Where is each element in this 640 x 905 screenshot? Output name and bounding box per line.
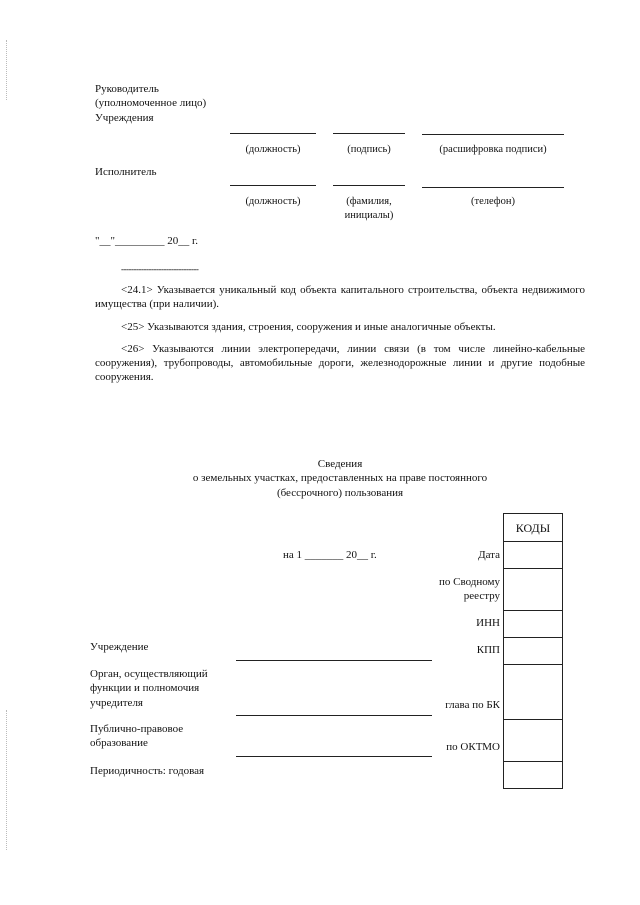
section-subtitle-line: о земельных участках, предоставленных на праве постоянного: [192, 472, 488, 485]
section-heading: [150, 457, 530, 500]
institution-line: [236, 660, 432, 661]
code-cell-registry: [504, 569, 562, 611]
head-label-line: Руководитель: [95, 83, 159, 95]
head-decoding-caption: (расшифровка подписи): [439, 144, 547, 155]
label-inn: ИНН: [476, 617, 500, 629]
executor-name-caption: (фамилия, инициалы): [344, 196, 394, 221]
section-title: Сведения: [317, 458, 363, 470]
codes-header: КОДЫ: [504, 514, 562, 542]
label-institution: Учреждение: [90, 641, 149, 653]
label-bk: глава по БК: [445, 699, 500, 711]
footnote-item: <26> Указываются линии электропередачи, линии связи (в том числе линейно-кабельные сооружения), трубопроводы, автомобильные дороги, железнодорожные линии и другие подобные сооружения.: [95, 342, 585, 384]
code-cell-periodicity: [504, 762, 562, 788]
signature-date: "__"_________ 20__ г.: [95, 235, 199, 247]
head-signature-line: [333, 133, 405, 134]
form-date-line: на 1 _______ 20__ г.: [283, 549, 377, 561]
head-signature-caption: (подпись): [347, 144, 391, 155]
footnote-separator: -------------------------------: [121, 264, 199, 274]
code-cell-date: [504, 542, 562, 569]
label-public-entity: Публично-правовое образование: [90, 723, 184, 750]
executor-position-caption: (должность): [245, 196, 301, 207]
public-entity-line: [236, 756, 432, 757]
label-date: Дата: [478, 549, 500, 561]
margin-dots-bottom: [6, 710, 9, 850]
code-cell-bk: [504, 665, 562, 720]
executor-phone-caption: (телефон): [471, 196, 515, 207]
executor-position-line: [230, 185, 316, 186]
footnote-item: <25> Указываются здания, строения, сооружения и иные аналогичные объекты.: [121, 320, 496, 333]
label-registry: по Сводному реестру: [438, 576, 500, 603]
code-cell-oktmo: [504, 720, 562, 762]
section-subtitle-line: (бессрочного) пользования: [276, 486, 404, 499]
founder-line: [236, 715, 432, 716]
head-decoding-line: [422, 134, 564, 135]
code-cell-kpp: [504, 638, 562, 665]
margin-dots-top: [6, 40, 9, 100]
executor-phone-line: [422, 187, 564, 188]
executor-name-line: [333, 185, 405, 186]
label-kpp: КПП: [476, 644, 500, 656]
label-periodicity: Периодичность: годовая: [90, 765, 205, 777]
head-label-line: (уполномоченное лицо): [95, 97, 207, 110]
head-position-line: [230, 133, 316, 134]
codes-table: [503, 513, 563, 789]
code-cell-inn: [504, 611, 562, 638]
footnotes: [95, 283, 585, 385]
label-founder: Орган, осуществляющий функции и полномочия учредителя: [90, 668, 208, 709]
head-position-caption: (должность): [245, 144, 301, 155]
footnote-item: <24.1> Указывается уникальный код объекта капитального строительства, объекта недвижимого имущества (при наличии).: [95, 284, 585, 311]
head-label-line: Учреждения: [95, 111, 154, 124]
executor-label: Исполнитель: [95, 166, 157, 178]
label-oktmo: по ОКТМО: [446, 741, 500, 753]
head-label: [95, 82, 255, 125]
